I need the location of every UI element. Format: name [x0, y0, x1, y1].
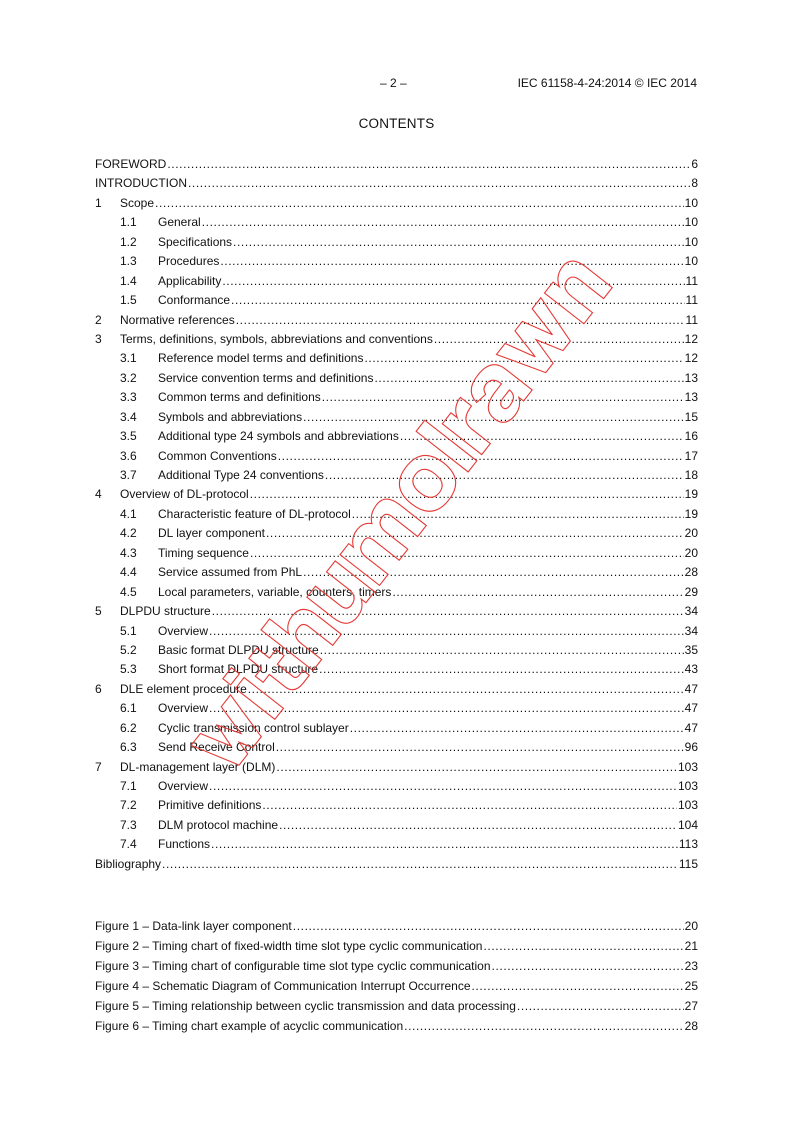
toc-entry-title: INTRODUCTION — [95, 176, 187, 191]
toc-entry-number: 1.5 — [120, 293, 137, 308]
toc-entry-page: 11 — [685, 293, 698, 308]
toc-leader-dots — [155, 196, 684, 210]
toc-entry-title: Characteristic feature of DL-protocol — [158, 506, 351, 521]
figure-entry-page: 21 — [684, 939, 698, 953]
toc-leader-dots — [209, 701, 684, 715]
toc-leader-dots — [266, 526, 684, 540]
toc-entry-title: DLE element procedure — [120, 681, 247, 696]
toc-entry-page: 16 — [684, 429, 698, 444]
toc-entry-title: Reference model terms and definitions — [158, 351, 364, 366]
toc-entry-number: 5 — [95, 604, 102, 619]
toc-leader-dots — [320, 643, 684, 657]
toc-entry[interactable] — [95, 798, 698, 817]
toc-entry-title: Timing sequence — [158, 545, 249, 560]
toc-entry-title: Overview — [158, 623, 209, 638]
toc-entry-title: Scope — [120, 195, 155, 210]
toc-entry[interactable] — [95, 429, 698, 448]
toc-entry[interactable] — [95, 293, 698, 312]
table-of-contents — [95, 157, 698, 876]
toc-entry-number: 5.1 — [120, 623, 137, 638]
toc-entry-page: 47 — [684, 720, 698, 735]
toc-leader-dots — [162, 857, 678, 871]
toc-entry-number: 4.2 — [120, 526, 137, 541]
toc-entry-number: 3.3 — [120, 390, 137, 405]
toc-entry-page: 103 — [677, 779, 698, 793]
toc-entry-title: Overview — [158, 779, 209, 793]
toc-entry-title: Procedures — [158, 254, 220, 269]
toc-entry-page: 19 — [684, 487, 698, 502]
toc-leader-dots — [250, 546, 684, 560]
toc-entry[interactable] — [95, 585, 698, 604]
toc-leader-dots — [248, 682, 684, 696]
toc-entry-title: Specifications — [158, 234, 233, 249]
toc-entry[interactable] — [95, 449, 698, 468]
toc-entry-number: 6.2 — [120, 720, 137, 735]
toc-leader-dots — [492, 959, 684, 973]
toc-entry[interactable] — [95, 351, 698, 370]
toc-entry-page: 10 — [684, 215, 698, 230]
toc-entry-number: 5.3 — [120, 662, 137, 677]
page-header — [0, 76, 793, 92]
toc-leader-dots — [211, 837, 678, 851]
toc-entry[interactable] — [95, 604, 698, 623]
toc-leader-dots — [303, 410, 684, 424]
toc-entry[interactable] — [95, 332, 698, 351]
toc-entry-title: Functions — [158, 837, 211, 852]
toc-entry-page: 12 — [684, 331, 698, 346]
figure-entry-title: Figure 6 – Timing chart example of acyclic communication — [95, 1019, 404, 1033]
toc-entry-page: 34 — [684, 623, 698, 638]
toc-entry-number: 3.4 — [120, 409, 137, 424]
toc-entry-title: DLPDU structure — [120, 604, 211, 619]
toc-leader-dots — [212, 604, 684, 618]
toc-leader-dots — [517, 999, 684, 1013]
toc-entry-number: 4.4 — [120, 565, 137, 580]
toc-entry-page: 113 — [678, 837, 698, 852]
toc-leader-dots — [250, 487, 684, 501]
toc-entry[interactable] — [95, 779, 698, 798]
toc-entry-title: DLM protocol machine — [158, 817, 279, 832]
toc-entry-title: Cyclic transmission control sublayer — [158, 720, 349, 735]
figure-entry-title: Figure 5 – Timing relationship between cyclic transmission and data processing — [95, 999, 516, 1013]
toc-entry-number: 3.6 — [120, 448, 137, 463]
toc-entry-page: 43 — [684, 662, 698, 677]
toc-leader-dots — [262, 798, 677, 812]
figure-entry-title: Figure 3 – Timing chart of configurable time slot type cyclic communication — [95, 959, 491, 973]
toc-entry-title: General — [158, 215, 201, 230]
toc-entry[interactable] — [95, 740, 698, 759]
toc-entry-title: Symbols and abbreviations — [158, 409, 303, 424]
toc-entry[interactable] — [95, 313, 698, 332]
toc-entry-title: Service assumed from PhL — [158, 565, 303, 580]
toc-entry-title: Overview of DL-protocol — [120, 487, 249, 502]
toc-entry[interactable] — [95, 721, 698, 740]
page-number: – 2 – — [380, 76, 407, 90]
toc-entry-title: Terms, definitions, symbols, abbreviations and conventions — [120, 331, 433, 346]
toc-entry-number: 1.4 — [120, 273, 137, 288]
toc-entry-title: Overview — [158, 701, 209, 716]
toc-entry-page: 47 — [684, 681, 698, 696]
toc-entry-number: 6 — [95, 681, 102, 696]
toc-entry-number: 7 — [95, 759, 102, 774]
figure-entry-page: 28 — [684, 1019, 698, 1033]
toc-entry[interactable] — [95, 274, 698, 293]
toc-leader-dots — [472, 979, 684, 993]
toc-entry-number: 4.1 — [120, 506, 137, 521]
toc-leader-dots — [400, 429, 684, 443]
toc-entry-number: 4.3 — [120, 545, 137, 560]
toc-entry-page: 34 — [684, 604, 698, 619]
toc-entry-page: 13 — [684, 390, 698, 405]
toc-entry-title: DL layer component — [158, 526, 265, 541]
figure-entry[interactable] — [95, 959, 698, 979]
toc-entry-title: Common Conventions — [158, 448, 277, 463]
toc-entry-title: Additional type 24 symbols and abbreviations — [158, 429, 399, 444]
toc-entry[interactable] — [95, 662, 698, 681]
toc-entry[interactable] — [95, 760, 698, 779]
figure-entry-page: 20 — [684, 919, 698, 933]
toc-entry-page: 10 — [684, 254, 698, 269]
toc-entry[interactable] — [95, 235, 698, 254]
toc-leader-dots — [220, 254, 683, 268]
toc-entry[interactable] — [95, 682, 698, 701]
toc-entry[interactable] — [95, 643, 698, 662]
toc-leader-dots — [276, 740, 684, 754]
toc-entry[interactable] — [95, 215, 698, 234]
toc-entry-page: 115 — [678, 856, 698, 871]
toc-entry[interactable] — [95, 624, 698, 643]
toc-entry-title: Bibliography — [95, 856, 162, 871]
toc-entry-page: 20 — [684, 545, 698, 560]
toc-leader-dots — [231, 293, 684, 307]
toc-leader-dots — [392, 585, 683, 599]
toc-entry[interactable] — [95, 196, 698, 215]
toc-entry[interactable] — [95, 546, 698, 565]
toc-entry-page: 20 — [684, 526, 698, 541]
figure-entry-title: Figure 1 – Data-link layer component — [95, 919, 292, 933]
toc-leader-dots — [319, 662, 684, 676]
toc-entry[interactable] — [95, 176, 698, 195]
toc-entry[interactable] — [95, 857, 698, 876]
contents-title: CONTENTS — [358, 116, 435, 131]
toc-entry-page: 103 — [677, 798, 698, 813]
toc-entry-number: 2 — [95, 312, 102, 327]
toc-entry[interactable] — [95, 390, 698, 409]
toc-entry-number: 5.2 — [120, 642, 137, 657]
figure-entry-page: 23 — [684, 959, 698, 973]
figure-entry[interactable] — [95, 939, 698, 959]
toc-entry-page: 96 — [684, 740, 698, 755]
figure-entry-page: 27 — [684, 999, 698, 1013]
toc-leader-dots — [404, 1019, 684, 1033]
toc-entry-number: 3.7 — [120, 468, 137, 482]
toc-leader-dots — [374, 371, 683, 385]
toc-entry-title: Common terms and definitions — [158, 390, 321, 405]
toc-entry[interactable] — [95, 526, 698, 545]
toc-entry-title: Basic format DLPDU structure — [158, 642, 319, 657]
toc-entry[interactable] — [95, 507, 698, 526]
toc-entry-page: 8 — [691, 176, 698, 191]
toc-entry-number: 6.3 — [120, 740, 137, 755]
toc-entry[interactable] — [95, 701, 698, 720]
toc-entry[interactable] — [95, 818, 698, 837]
toc-entry-number: 7.3 — [120, 817, 137, 832]
toc-entry-number: 4.5 — [120, 584, 137, 599]
figure-entry-title: Figure 2 – Timing chart of fixed-width time slot type cyclic communication — [95, 939, 483, 953]
toc-entry[interactable] — [95, 157, 698, 176]
toc-entry-title: DL-management layer (DLM) — [120, 759, 276, 774]
toc-entry-title: Additional Type 24 conventions — [158, 468, 324, 482]
toc-entry-page: 17 — [684, 448, 698, 463]
toc-leader-dots — [233, 235, 684, 249]
toc-leader-dots — [278, 449, 684, 463]
toc-entry-number: 3 — [95, 331, 102, 346]
toc-entry-page: 35 — [684, 642, 698, 657]
toc-entry-number: 7.1 — [120, 779, 137, 793]
toc-entry-number: 7.2 — [120, 798, 137, 813]
figure-entry[interactable] — [95, 979, 698, 999]
toc-leader-dots — [209, 779, 677, 793]
toc-entry-number: 7.4 — [120, 837, 137, 852]
toc-entry-page: 103 — [677, 759, 698, 774]
toc-entry-page: 18 — [684, 468, 698, 482]
toc-leader-dots — [303, 565, 684, 579]
toc-entry-number: 1.1 — [120, 215, 137, 230]
toc-leader-dots — [325, 468, 684, 482]
toc-leader-dots — [350, 721, 684, 735]
toc-entry-title: Conformance — [158, 293, 231, 308]
figure-entry-page: 25 — [684, 979, 698, 993]
toc-entry-number: 1.2 — [120, 234, 137, 249]
toc-entry-page: 6 — [691, 157, 698, 171]
toc-entry-number: 6.1 — [120, 701, 137, 716]
toc-entry-title: Normative references — [120, 312, 235, 327]
toc-entry[interactable] — [95, 837, 698, 856]
toc-entry-title: Service convention terms and definitions — [158, 370, 374, 385]
toc-entry[interactable] — [95, 468, 698, 487]
toc-leader-dots — [322, 390, 684, 404]
figure-entry[interactable] — [95, 919, 698, 939]
toc-leader-dots — [222, 274, 684, 288]
toc-entry-number: 4 — [95, 487, 102, 502]
toc-entry-page: 10 — [684, 195, 698, 210]
list-of-figures — [95, 919, 698, 1039]
toc-entry[interactable] — [95, 410, 698, 429]
toc-entry-page: 11 — [685, 273, 698, 288]
toc-entry-page: 10 — [684, 234, 698, 249]
toc-entry-page: 29 — [684, 584, 698, 599]
standard-reference: IEC 61158-4-24:2014 © IEC 2014 — [517, 76, 697, 90]
toc-leader-dots — [483, 939, 683, 953]
toc-leader-dots — [352, 507, 684, 521]
toc-leader-dots — [364, 351, 683, 365]
figure-entry[interactable] — [95, 1019, 698, 1039]
toc-entry-number: 1 — [95, 195, 102, 210]
toc-entry-title: Applicability — [158, 273, 222, 288]
toc-leader-dots — [236, 313, 685, 327]
figure-entry-title: Figure 4 – Schematic Diagram of Communication Interrupt Occurrence — [95, 979, 471, 993]
toc-entry-page: 104 — [677, 817, 698, 832]
toc-leader-dots — [188, 176, 690, 190]
toc-entry[interactable] — [95, 487, 698, 506]
toc-entry[interactable] — [95, 371, 698, 390]
toc-entry-title: Short format DLPDU structure — [158, 662, 319, 677]
toc-entry-number: 3.1 — [120, 351, 137, 366]
toc-leader-dots — [293, 919, 684, 933]
toc-leader-dots — [202, 215, 684, 229]
toc-entry-page: 28 — [684, 565, 698, 580]
toc-entry-title: Primitive definitions — [158, 798, 262, 813]
toc-entry-number: 3.2 — [120, 370, 137, 385]
toc-entry-page: 11 — [685, 312, 698, 327]
toc-entry[interactable] — [95, 254, 698, 273]
toc-leader-dots — [276, 760, 677, 774]
toc-entry-page: 15 — [684, 409, 698, 424]
toc-entry-title: Send Receive Control — [158, 740, 275, 755]
toc-leader-dots — [279, 818, 677, 832]
toc-entry[interactable] — [95, 565, 698, 584]
toc-entry-number: 1.3 — [120, 254, 137, 269]
toc-entry-title: FOREWORD — [95, 157, 167, 171]
toc-leader-dots — [209, 624, 684, 638]
toc-entry-page: 12 — [684, 351, 698, 366]
toc-leader-dots — [167, 157, 690, 171]
toc-entry-page: 47 — [684, 701, 698, 716]
figure-entry[interactable] — [95, 999, 698, 1019]
toc-entry-page: 13 — [684, 370, 698, 385]
toc-entry-number: 3.5 — [120, 429, 137, 444]
toc-entry-page: 19 — [684, 506, 698, 521]
toc-entry-title: Local parameters, variable, counters, timers — [158, 584, 392, 599]
toc-leader-dots — [434, 332, 684, 346]
